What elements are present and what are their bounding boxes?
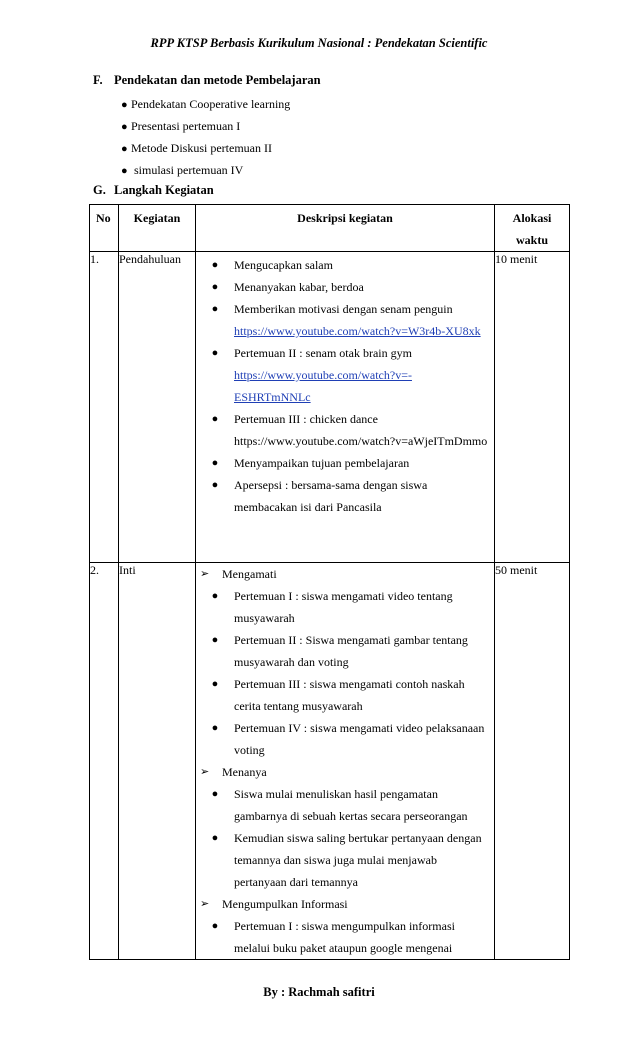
url-text: https://www.youtube.com/watch?v=aWjeITmDmmo <box>234 434 488 448</box>
row-deskripsi <box>196 563 495 960</box>
row-kegiatan: Inti <box>119 563 196 960</box>
bullet-icon: ● <box>211 303 219 315</box>
bullet-icon: ● <box>211 722 219 734</box>
section-f-heading <box>93 73 321 88</box>
list-item: ● Siswa mulai menuliskan hasil pengamatan gambarnya di sebuah kertas secara perseorangan <box>196 783 494 827</box>
youtube-link[interactable]: https://www.youtube.com/watch?v=W3r4b-XU8xk <box>234 324 481 338</box>
category-item: ➢ Menanya <box>196 761 494 783</box>
bullet-icon: ● <box>121 165 128 177</box>
list-item: ● Pertemuan III : siswa mengamati contoh naskah cerita tentang musyawarah <box>196 673 494 717</box>
table-row <box>90 252 570 563</box>
bullet-icon: ● <box>211 678 219 690</box>
list-item: ● Menanyakan kabar, berdoa <box>196 276 494 298</box>
row-number: 1. <box>90 252 119 563</box>
list-item: ● Kemudian siswa saling bertukar pertanyaan dengan temannya dan siswa juga mulai menjawab pertanyaan dari temannya <box>196 827 494 893</box>
list-item: ● Menyampaikan tujuan pembelajaran <box>196 452 494 474</box>
bullet-icon: ● <box>211 457 219 469</box>
arrow-bullet-icon: ➢ <box>200 568 210 580</box>
list-item: ● Apersepsi : bersama-sama dengan siswa membacakan isi dari Pancasila <box>196 474 494 518</box>
bullet-icon: ● <box>211 347 219 359</box>
list-item: ● Pertemuan II : Siswa mengamati gambar tentang musyawarah dan voting <box>196 629 494 673</box>
table-row <box>90 563 570 960</box>
section-g-title: Langkah Kegiatan <box>114 183 214 197</box>
list-item: ● Pertemuan I : siswa mengamati video tentang musyawarah <box>196 585 494 629</box>
bullet-icon: ● <box>211 590 219 602</box>
category-item: ➢ Mengamati <box>196 563 494 585</box>
list-item: ● Memberikan motivasi dengan senam penguin https://www.youtube.com/watch?v=W3r4b-XU8xk <box>196 298 494 342</box>
section-f-title: Pendekatan dan metode Pembelajaran <box>114 73 321 87</box>
method-item: ● simulasi pertemuan IV <box>121 159 481 181</box>
activity-table <box>89 204 570 960</box>
row-kegiatan: Pendahuluan <box>119 252 196 563</box>
list-item: ● Pertemuan I : siswa mengumpulkan informasi melalui buku paket ataupun google mengenai <box>196 915 494 959</box>
page-header: RPP KTSP Berbasis Kurikulum Nasional : Pendekatan Scientific <box>150 36 488 50</box>
row-alokasi: 10 menit <box>495 252 570 563</box>
bullet-icon: ● <box>211 788 219 800</box>
header-alokasi: Alokasi waktu <box>495 205 570 252</box>
bullet-icon: ● <box>211 413 219 425</box>
header-kegiatan: Kegiatan <box>119 205 196 252</box>
section-f-number: F. <box>93 73 103 87</box>
bullet-icon: ● <box>121 143 128 155</box>
table-header-row <box>90 205 570 252</box>
header-deskripsi: Deskripsi kegiatan <box>196 205 495 252</box>
bullet-icon: ● <box>211 259 219 271</box>
bullet-icon: ● <box>211 281 219 293</box>
arrow-bullet-icon: ➢ <box>200 898 210 910</box>
list-item: ● Mengucapkan salam <box>196 254 494 276</box>
bullet-icon: ● <box>211 479 219 491</box>
method-list <box>121 93 481 181</box>
arrow-bullet-icon: ➢ <box>200 766 210 778</box>
row-number: 2. <box>90 563 119 960</box>
list-item: ● Pertemuan IV : siswa mengamati video pelaksanaan voting <box>196 717 494 761</box>
bullet-icon: ● <box>211 634 219 646</box>
list-item: ● Pertemuan II : senam otak brain gym https://www.youtube.com/watch?v=-ESHRTmNNLc <box>196 342 494 408</box>
bullet-icon: ● <box>121 121 128 133</box>
bullet-icon: ● <box>211 920 219 932</box>
section-g-heading <box>93 183 214 198</box>
row-deskripsi <box>196 252 495 563</box>
youtube-link[interactable]: https://www.youtube.com/watch?v=-ESHRTmNNLc <box>234 368 412 404</box>
bullet-icon: ● <box>211 832 219 844</box>
bullet-icon: ● <box>121 99 128 111</box>
page-footer: By : Rachmah safitri <box>263 985 375 999</box>
method-item: ● Presentasi pertemuan I <box>121 115 481 137</box>
method-item: ● Pendekatan Cooperative learning <box>121 93 481 115</box>
section-g-number: G. <box>93 183 106 197</box>
category-item: ➢ Mengumpulkan Informasi <box>196 893 494 915</box>
method-item: ● Metode Diskusi pertemuan II <box>121 137 481 159</box>
list-item: ● Pertemuan III : chicken dance https://www.youtube.com/watch?v=aWjeITmDmmo <box>196 408 494 452</box>
row-alokasi: 50 menit <box>495 563 570 960</box>
header-no: No <box>90 205 119 252</box>
